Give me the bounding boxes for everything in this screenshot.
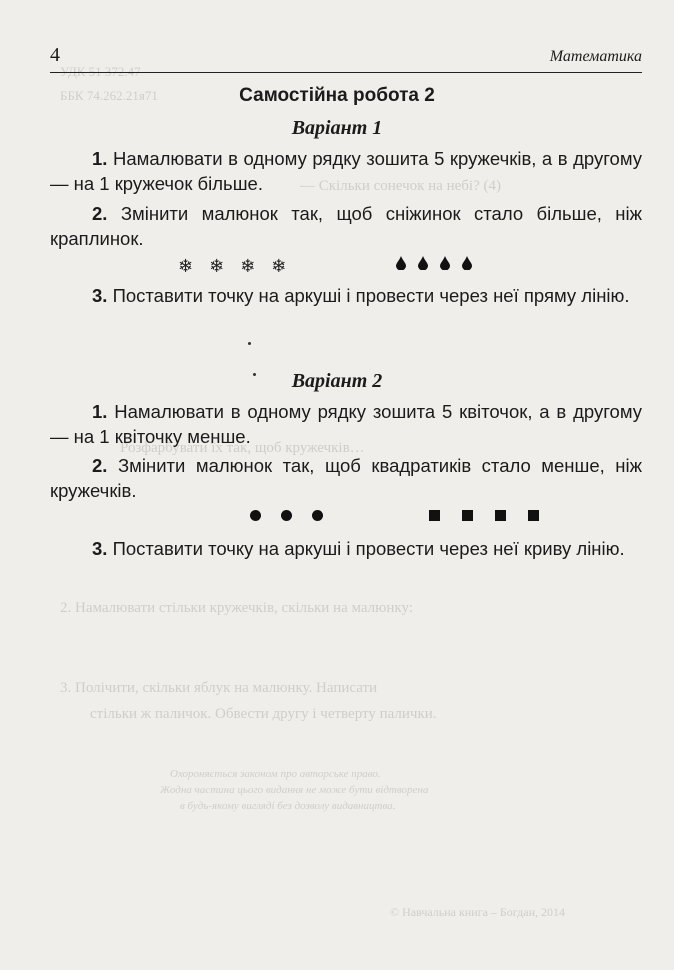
snowflake-icon: ❄ xyxy=(271,255,287,276)
snowflake-icon: ❄ xyxy=(178,255,194,276)
variant-2-task-2 xyxy=(50,453,642,503)
task-text: Намалювати в одному рядку зошита 5 квіточок, а в другому — на 1 квіточку менше. xyxy=(50,401,643,447)
filled-circle-icon xyxy=(281,510,292,521)
filled-square-icon xyxy=(429,510,440,521)
document-page: УДК 51 372.47 ББК 74.262.21я71 — Скільки сонечок на небі? (4) Розфарбувати їх так, щоб кружечків… 2. Намалювати стільки кружечків, скільки на малюнку: 3. Полічити, скільки яблук на малюнку. Написати стільки ж паличок. Обвести другу і четверту палички. Охороняється законом про авторське право. Жодна частина цього видання не може бути відтворена в будь-якому вигляді без дозволу видавництва. © Навчальна книга – Богдан, 2014 4 Математика Самостійна робота 2 Варіант 1 1. Намалювати в одному рядку зошита 5 кружечків, а в другому — на 1 кружечок більше. 2. Змінити малюнок так, щоб сніжинок стало більше, ніж краплинок. ❄ ❄ ❄ ❄ 3. Поставити точку на аркуші і провести через неї пряму лінію. Варіант 2 1. Намалювати в одному рядку зошита 5 квіточок, а в другому — на 1 квіточку менше. 2. Змінити малюнок так, щоб квадратиків стало менше, ніж кружечків. 3. Поставити точку на аркуші і провести через неї криву лінію. xyxy=(0,0,674,970)
task-number: 3. xyxy=(92,538,108,559)
drop-icon xyxy=(396,256,406,275)
variant-1-task-2 xyxy=(50,201,642,251)
task-number: 1. xyxy=(92,401,108,422)
variant-2-heading: Варіант 2 xyxy=(291,370,383,392)
task-number: 2. xyxy=(92,203,108,224)
snowflakes-and-drops-figure xyxy=(178,256,484,275)
variant-1-task-3 xyxy=(50,283,642,308)
variant-1-heading: Варіант 1 xyxy=(291,117,383,139)
header-rule xyxy=(50,72,642,73)
filled-circle-icon xyxy=(250,510,261,521)
variant-2-task-1 xyxy=(50,399,642,449)
variant-1-task-1 xyxy=(50,146,642,196)
task-text: Поставити точку на аркуші і провести через неї пряму лінію. xyxy=(112,285,630,306)
filled-square-icon xyxy=(528,510,539,521)
task-number: 3. xyxy=(92,285,108,306)
filled-circle-icon xyxy=(312,510,323,521)
drop-icon xyxy=(462,256,472,275)
drop-icon xyxy=(418,256,428,275)
snowflake-icon: ❄ xyxy=(209,255,225,276)
drop-icon xyxy=(440,256,450,275)
task-number: 2. xyxy=(92,455,108,476)
task-number: 1. xyxy=(92,148,108,169)
filled-square-icon xyxy=(495,510,506,521)
work-title: Самостійна робота 2 xyxy=(239,85,435,106)
running-header-subject: Математика xyxy=(549,48,642,65)
task-text: Змінити малюнок так, щоб квадратиків стало менше, ніж кружечків. xyxy=(50,455,643,501)
page-number: 4 xyxy=(50,44,60,66)
variant-2-task-3 xyxy=(50,536,642,561)
task-text: Змінити малюнок так, щоб сніжинок стало більше, ніж краплинок. xyxy=(50,203,643,249)
task-text: Намалювати в одному рядку зошита 5 кружечків, а в другому — на 1 кружечок більше. xyxy=(50,148,643,194)
circles-and-squares-figure xyxy=(250,510,561,521)
filled-square-icon xyxy=(462,510,473,521)
task-text: Поставити точку на аркуші і провести через неї криву лінію. xyxy=(112,538,625,559)
page-header xyxy=(50,44,642,72)
snowflake-icon: ❄ xyxy=(240,255,256,276)
